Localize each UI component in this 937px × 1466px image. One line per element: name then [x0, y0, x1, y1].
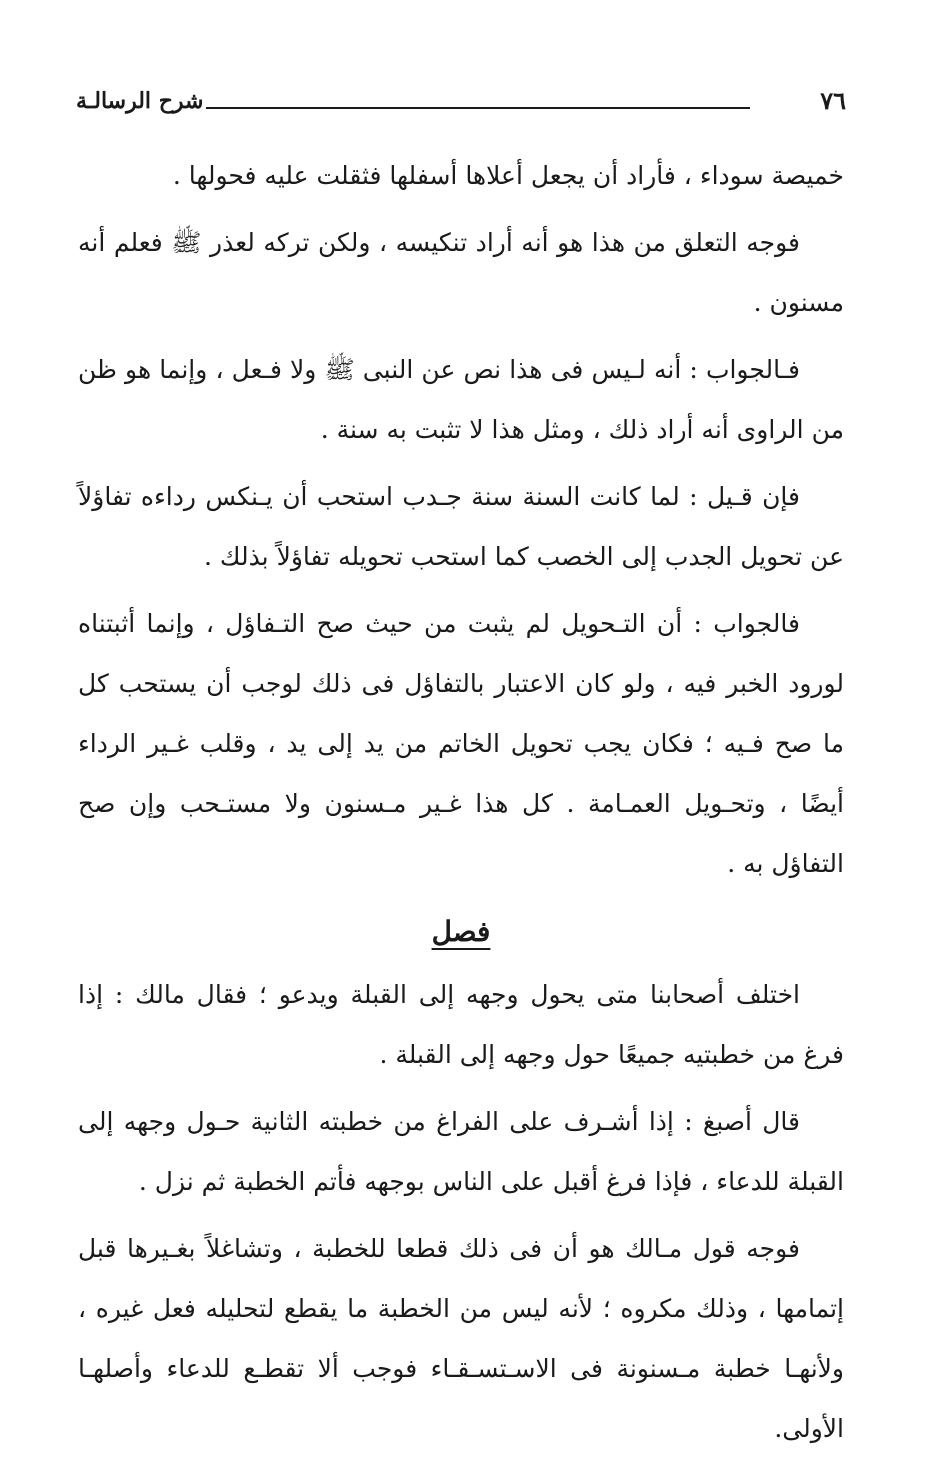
paragraph: خميصة سوداء ، فأراد أن يجعل أعلاها أسفلها فثقلت عليه فحولها . [172, 161, 844, 190]
page-body [78, 146, 844, 1466]
running-header [76, 86, 846, 122]
paragraph: اختلف أصحابنا متى يحول وجهه إلى القبلة ويدعو ؛ فقال مالك : إذا فرغ من خطبتيه جميعًا حول وجهه إلى القبلة . [78, 980, 844, 1069]
paragraph: فـالجواب : أنه لـيس فى هذا نص عن النبى ﷺ ولا فـعل ، وإنما هو ظن من الراوى أنه أراد ذلك ، ومثل هذا لا تثبت به سنة . [78, 355, 844, 444]
paragraph: فوجه قول مـالك هو أن فى ذلك قطعا للخطبة ، وتشاغلاً بغـيرها قبل إتمامها ، وذلك مكروه ؛ لأنه ليس من الخطبة ما يقطع لتحليله فعل غيره ، ولأنهـا خطبة مـسنونة فى الاسـتسـقـاء فوجب ألا تقطـع للدعاء وأصلهـا الأولى. [78, 1234, 844, 1443]
paragraph: قال أصبغ : إذا أشـرف على الفراغ من خطبته الثانية حـول وجهه إلى القبلة للدعاء ، فإذا فرغ أقبل على الناس بوجهه فأتم الخطبة ثم نزل . [78, 1107, 844, 1196]
paragraph: فإن قـيل : لما كانت السنة سنة جـدب استحب أن يـنكس رداءه تفاؤلاً عن تحويل الجدب إلى الخصب كما استحب تحويله تفاؤلاً بذلك . [78, 482, 844, 571]
header-rule [206, 107, 750, 109]
paragraph: فالجواب : أن التـحويل لم يثبت من حيث صح التـفاؤل ، وإنما أثبتناه لورود الخبر فيه ، ولو كان الاعتبار بالتفاؤل فى ذلك لوجب أن يستحب كل ما صح فـيه ؛ فكان يجب تحويل الخاتم من يد إلى يد ، وقلب غـير الرداء أيضًا ، وتحـويل العمـامة . كل هذا غـير مـسنون ولا مستـحب وإن صح التفاؤل به . [78, 609, 844, 878]
page-number: ٧٦ [820, 86, 846, 115]
running-title: شرح الرسالـة [76, 88, 204, 114]
paragraph: فوجه التعلق من هذا هو أنه أراد تنكيسه ، ولكن تركه لعذر ﷺ فعلم أنه مسنون . [78, 228, 844, 317]
section-heading: فصل [431, 915, 491, 948]
